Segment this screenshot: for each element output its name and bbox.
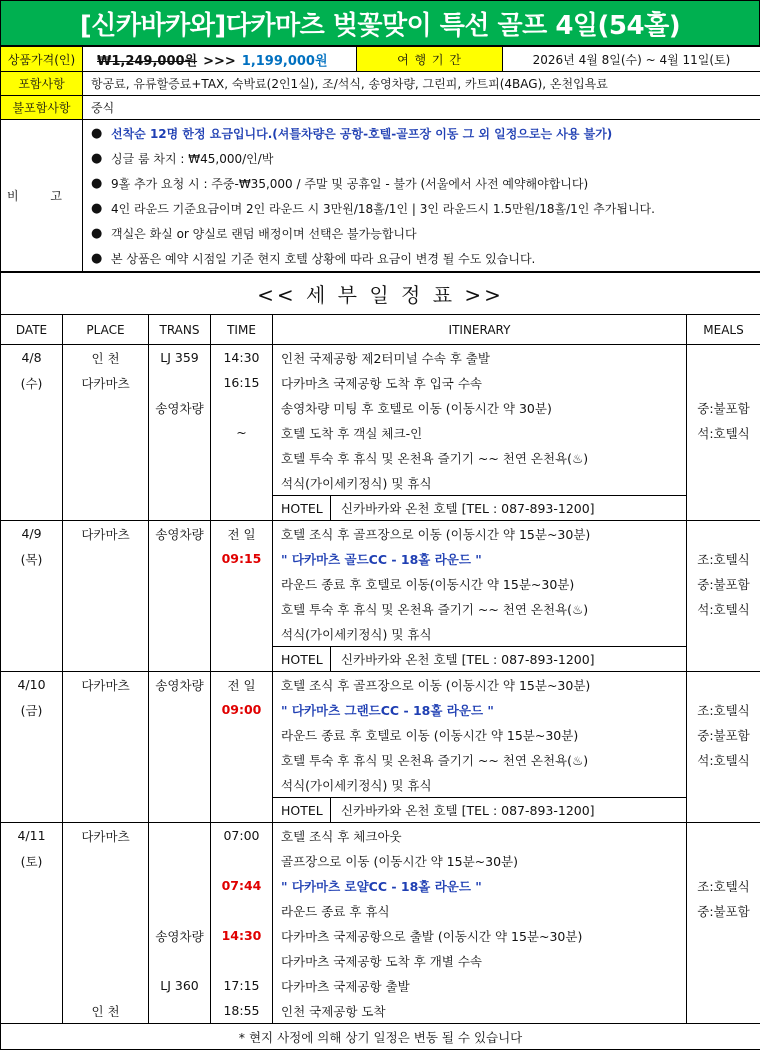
trans-line (149, 546, 210, 571)
bullet-icon: ● (91, 151, 101, 166)
time-line (211, 772, 272, 797)
meals-line (687, 621, 760, 646)
place-line (63, 445, 148, 470)
day-weekday: (목) (1, 546, 62, 571)
place-line (63, 898, 148, 923)
itinerary-cell (273, 521, 687, 672)
day-date: 4/9 (1, 521, 62, 546)
place-line (63, 697, 148, 722)
place-line: 다카마츠 (63, 370, 148, 395)
trans-line (149, 823, 210, 848)
trans-cell (149, 521, 211, 672)
meals-line: 중:불포함 (687, 395, 760, 420)
time-line (211, 571, 272, 596)
place-line (63, 470, 148, 495)
time-line (211, 848, 272, 873)
itinerary-line: 호텔 조식 후 골프장으로 이동 (이동시간 약 15분~30분) (273, 672, 686, 697)
itinerary-line: 석식(가이세키정식) 및 휴식 (273, 621, 686, 646)
meals-line: 석:호텔식 (687, 420, 760, 445)
excluded-row (1, 96, 760, 120)
time-line (211, 621, 272, 646)
trans-line (149, 772, 210, 797)
meals-line (687, 345, 760, 370)
trans-line (149, 747, 210, 772)
day-weekday: (금) (1, 697, 62, 722)
trans-line (149, 898, 210, 923)
header-itinerary: ITINERARY (273, 315, 687, 345)
date-cell (1, 672, 63, 823)
excluded-text: 중식 (83, 96, 760, 120)
remark-item: ● 4인 라운드 기준요금이며 2인 라운드 시 3만원/18홀/1인 | 3인 라운드시 1.5만원/18홀/1인 추가됩니다. (91, 196, 760, 221)
hotel-label: HOTEL (273, 647, 331, 671)
page-title: [신카바카와]다카마츠 벚꽃맞이 특선 골프 4일(54홀) (0, 0, 760, 46)
place-line (63, 873, 148, 898)
meals-line: 조:호텔식 (687, 873, 760, 898)
meals-line: 중:불포함 (687, 571, 760, 596)
price-row (1, 47, 760, 72)
place-line (63, 973, 148, 998)
meals-cell (687, 672, 760, 823)
schedule-title-row (1, 273, 760, 315)
trans-line (149, 596, 210, 621)
itinerary-line: 호텔 조식 후 골프장으로 이동 (이동시간 약 15분~30분) (273, 521, 686, 546)
schedule-header-row (1, 315, 760, 345)
time-line: 14:30 (211, 345, 272, 370)
remark-item: ● 싱글 룸 차지 : ₩45,000/인/박 (91, 146, 760, 171)
day-row (1, 521, 760, 672)
trans-line (149, 998, 210, 1023)
meals-cell (687, 823, 760, 1024)
trans-line: 송영차량 (149, 521, 210, 546)
time-line: 07:44 (211, 873, 272, 898)
place-line (63, 722, 148, 747)
trans-line: LJ 360 (149, 973, 210, 998)
trans-cell (149, 345, 211, 521)
remarks-label: 비 고 (1, 120, 83, 272)
day-weekday: (수) (1, 370, 62, 395)
time-line: 09:00 (211, 697, 272, 722)
place-line (63, 848, 148, 873)
place-line (63, 546, 148, 571)
header-date: DATE (1, 315, 63, 345)
place-line (63, 747, 148, 772)
itinerary-cell (273, 672, 687, 823)
trans-line (149, 848, 210, 873)
meals-line (687, 772, 760, 797)
remarks-list (83, 120, 760, 272)
time-cell (211, 672, 273, 823)
meals-line (687, 370, 760, 395)
trans-line (149, 621, 210, 646)
place-line (63, 948, 148, 973)
bullet-icon: ● (91, 226, 101, 241)
schedule-title: << 세 부 일 정 표 >> (1, 273, 760, 315)
trans-line (149, 445, 210, 470)
time-line: 전 일 (211, 672, 272, 697)
place-cell (63, 521, 149, 672)
meals-line (687, 998, 760, 1023)
remarks-row (1, 120, 760, 272)
time-line: 16:15 (211, 370, 272, 395)
period-label: 여 행 기 간 (357, 47, 503, 72)
hotel-row (273, 646, 686, 671)
day-date: 4/10 (1, 672, 62, 697)
date-cell (1, 345, 63, 521)
time-line (211, 948, 272, 973)
place-line: 다카마츠 (63, 672, 148, 697)
time-line: 09:15 (211, 546, 272, 571)
itinerary-line: 라운드 종료 후 호텔로 이동(이동시간 약 15분~30분) (273, 571, 686, 596)
time-line (211, 596, 272, 621)
place-line (63, 571, 148, 596)
itinerary-cell (273, 345, 687, 521)
meals-line (687, 973, 760, 998)
day-row (1, 672, 760, 823)
trans-line (149, 571, 210, 596)
meals-cell (687, 521, 760, 672)
day-weekday: (토) (1, 848, 62, 873)
time-cell (211, 823, 273, 1024)
trans-line (149, 873, 210, 898)
product-info-table (0, 46, 760, 272)
bullet-icon: ● (91, 201, 101, 216)
day-row (1, 823, 760, 1024)
itinerary-line: " 다카마츠 로얄CC - 18홀 라운드 " (273, 873, 686, 898)
time-cell (211, 521, 273, 672)
meals-line (687, 470, 760, 495)
header-meals: MEALS (687, 315, 760, 345)
time-line (211, 395, 272, 420)
trans-line (149, 722, 210, 747)
trans-line (149, 697, 210, 722)
itinerary-line: 다카마츠 국제공항으로 출발 (이동시간 약 15분~30분) (273, 923, 686, 948)
meals-cell (687, 345, 760, 521)
trans-line (149, 948, 210, 973)
header-place: PLACE (63, 315, 149, 345)
excluded-label: 불포함사항 (1, 96, 83, 120)
itinerary-line: 호텔 투숙 후 휴식 및 온천욕 즐기기 ~~ 천연 온천욕(♨) (273, 747, 686, 772)
price-cell (83, 47, 357, 72)
hotel-label: HOTEL (273, 496, 331, 520)
itinerary-line: 골프장으로 이동 (이동시간 약 15분~30분) (273, 848, 686, 873)
day-row (1, 345, 760, 521)
itinerary-cell (273, 823, 687, 1024)
footer-row (1, 1024, 760, 1050)
hotel-name: 신카바카와 온천 호텔 [TEL : 087-893-1200] (331, 798, 595, 822)
hotel-name: 신카바카와 온천 호텔 [TEL : 087-893-1200] (331, 647, 595, 671)
remark-item: ● 선착순 12명 한정 요금입니다.(셔틀차량은 공항-호텔-골프장 이동 그 외 일정으로는 사용 불가) (91, 121, 760, 146)
price-arrows: >>> (203, 54, 236, 69)
place-line: 다카마츠 (63, 521, 148, 546)
time-line (211, 445, 272, 470)
place-line: 인 천 (63, 998, 148, 1023)
time-line: 전 일 (211, 521, 272, 546)
itinerary-line: 호텔 도착 후 객실 체크-인 (273, 420, 686, 445)
trans-line: LJ 359 (149, 345, 210, 370)
place-line (63, 395, 148, 420)
meals-line (687, 672, 760, 697)
header-time: TIME (211, 315, 273, 345)
date-cell (1, 823, 63, 1024)
remark-item: ● 객실은 화실 or 양실로 랜덤 배정이며 선택은 불가능합니다 (91, 221, 760, 246)
place-line: 인 천 (63, 345, 148, 370)
meals-line: 석:호텔식 (687, 747, 760, 772)
time-line (211, 898, 272, 923)
bullet-icon: ● (91, 251, 101, 266)
trans-line (149, 420, 210, 445)
meals-line (687, 823, 760, 848)
place-cell (63, 823, 149, 1024)
day-date: 4/8 (1, 345, 62, 370)
new-price: 1,199,000원 (242, 54, 328, 69)
itinerary-line: 석식(가이세키정식) 및 휴식 (273, 772, 686, 797)
place-line (63, 420, 148, 445)
remark-item: ● 본 상품은 예약 시점일 기준 현지 호텔 상황에 따라 요금이 변경 될 수도 있습니다. (91, 246, 760, 271)
trans-cell (149, 823, 211, 1024)
schedule-body (1, 345, 760, 1024)
itinerary-line: 석식(가이세키정식) 및 휴식 (273, 470, 686, 495)
time-cell (211, 345, 273, 521)
time-line: ~ (211, 420, 272, 445)
trans-line: 송영차량 (149, 395, 210, 420)
meals-line: 조:호텔식 (687, 546, 760, 571)
itinerary-line: 인천 국제공항 제2터미널 수속 후 출발 (273, 345, 686, 370)
itinerary-line: " 다카마츠 골드CC - 18홀 라운드 " (273, 546, 686, 571)
time-line (211, 722, 272, 747)
itinerary-line: 다카마츠 국제공항 출발 (273, 973, 686, 998)
remark-item: ● 9홀 추가 요청 시 : 주중-₩35,000 / 주말 및 공휴일 - 불가 (서울에서 사전 예약해야합니다) (91, 171, 760, 196)
included-text: 항공료, 유류할증료+TAX, 숙박료(2인1실), 조/석식, 송영차량, 그린피, 카트피(4BAG), 온천입욕료 (83, 72, 760, 96)
place-cell (63, 345, 149, 521)
meals-line: 중:불포함 (687, 722, 760, 747)
footer-note: * 현지 사정에 의해 상기 일정은 변동 될 수 있습니다 (1, 1024, 760, 1050)
meals-line (687, 521, 760, 546)
schedule-table (0, 272, 760, 1050)
meals-line: 중:불포함 (687, 898, 760, 923)
time-line: 17:15 (211, 973, 272, 998)
hotel-label: HOTEL (273, 798, 331, 822)
trans-line (149, 470, 210, 495)
meals-line (687, 948, 760, 973)
itinerary-line: " 다카마츠 그랜드CC - 18홀 라운드 " (273, 697, 686, 722)
trans-line (149, 370, 210, 395)
itinerary-line: 라운드 종료 후 휴식 (273, 898, 686, 923)
time-line: 07:00 (211, 823, 272, 848)
itinerary-line: 호텔 투숙 후 휴식 및 온천욕 즐기기 ~~ 천연 온천욕(♨) (273, 445, 686, 470)
day-date: 4/11 (1, 823, 62, 848)
trans-line: 송영차량 (149, 923, 210, 948)
hotel-row (273, 797, 686, 822)
place-line: 다카마츠 (63, 823, 148, 848)
place-cell (63, 672, 149, 823)
included-label: 포함사항 (1, 72, 83, 96)
header-trans: TRANS (149, 315, 211, 345)
bullet-icon: ● (91, 126, 101, 141)
price-label: 상품가격(인) (1, 47, 83, 72)
time-line: 18:55 (211, 998, 272, 1023)
place-line (63, 923, 148, 948)
time-line: 14:30 (211, 923, 272, 948)
hotel-name: 신카바카와 온천 호텔 [TEL : 087-893-1200] (331, 496, 595, 520)
included-row (1, 72, 760, 96)
time-line (211, 470, 272, 495)
place-line (63, 596, 148, 621)
meals-line: 조:호텔식 (687, 697, 760, 722)
place-line (63, 772, 148, 797)
meals-line (687, 445, 760, 470)
itinerary-line: 다카마츠 국제공항 도착 후 입국 수속 (273, 370, 686, 395)
itinerary-line: 호텔 조식 후 체크아웃 (273, 823, 686, 848)
hotel-row (273, 495, 686, 520)
travel-period: 2026년 4월 8일(수) ~ 4월 11일(토) (503, 47, 760, 72)
old-price: ₩1,249,000원 (97, 54, 197, 69)
trans-cell (149, 672, 211, 823)
meals-line (687, 923, 760, 948)
itinerary-line: 송영차량 미팅 후 호텔로 이동 (이동시간 약 30분) (273, 395, 686, 420)
itinerary-line: 인천 국제공항 도착 (273, 998, 686, 1023)
bullet-icon: ● (91, 176, 101, 191)
itinerary-line: 라운드 종료 후 호텔로 이동 (이동시간 약 15분~30분) (273, 722, 686, 747)
date-cell (1, 521, 63, 672)
itinerary-line: 다카마츠 국제공항 도착 후 개별 수속 (273, 948, 686, 973)
itinerary-line: 호텔 투숙 후 휴식 및 온천욕 즐기기 ~~ 천연 온천욕(♨) (273, 596, 686, 621)
trans-line: 송영차량 (149, 672, 210, 697)
meals-line: 석:호텔식 (687, 596, 760, 621)
meals-line (687, 848, 760, 873)
time-line (211, 747, 272, 772)
place-line (63, 621, 148, 646)
